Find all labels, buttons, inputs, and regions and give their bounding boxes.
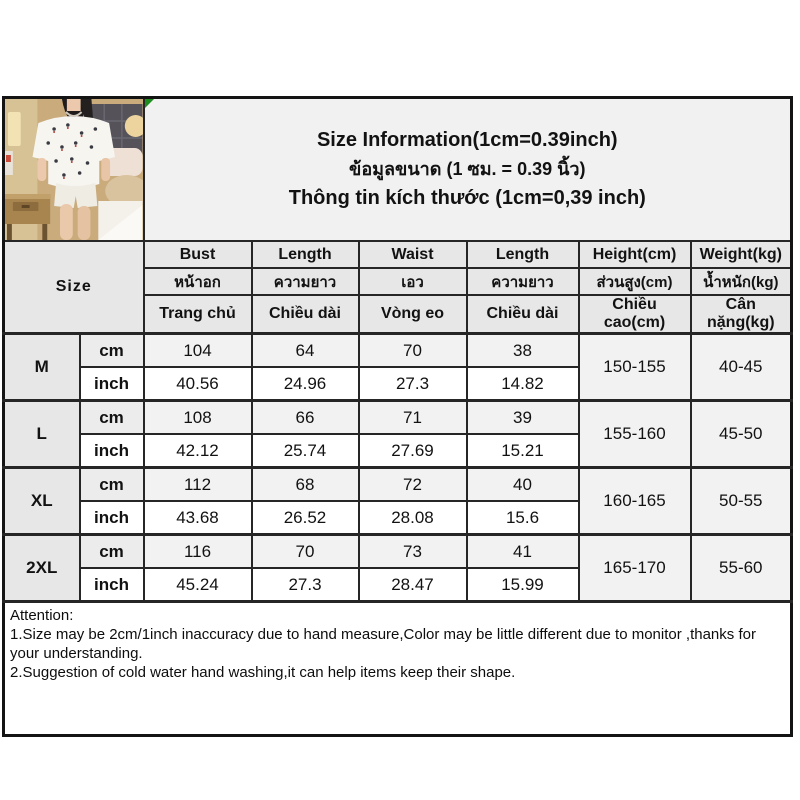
col-header-weight-en: Weight(kg) — [691, 241, 792, 268]
col-header-length-vi: Chiều dài — [252, 295, 359, 334]
col-header-length-th: ความยาว — [252, 268, 359, 295]
col-header-length2-en: Length — [467, 241, 579, 268]
2xl-bust-cm: 116 — [144, 535, 252, 569]
unit-cm-label: cm — [80, 535, 144, 569]
m-length-cm: 64 — [252, 334, 359, 368]
xl-length2-inch: 15.6 — [467, 501, 579, 535]
2xl-waist-inch: 28.47 — [359, 568, 467, 602]
2xl-length-inch: 27.3 — [252, 568, 359, 602]
2xl-waist-cm: 73 — [359, 535, 467, 569]
xl-height-range: 160-165 — [579, 468, 691, 535]
row-m-cm — [4, 334, 792, 368]
xl-length-inch: 26.52 — [252, 501, 359, 535]
size-label-l: L — [4, 401, 80, 468]
m-length-inch: 24.96 — [252, 367, 359, 401]
col-header-length2-vi: Chiều dài — [467, 295, 579, 334]
col-header-height-vi: Chiều cao(cm) — [579, 295, 691, 334]
title-vietnamese: Thông tin kích thước (1cm=0,39 inch) — [288, 187, 646, 209]
row-xl-cm — [4, 468, 792, 502]
l-height-range: 155-160 — [579, 401, 691, 468]
m-weight-range: 40-45 — [691, 334, 792, 401]
l-length2-cm: 39 — [467, 401, 579, 435]
2xl-weight-range: 55-60 — [691, 535, 792, 602]
xl-bust-inch: 43.68 — [144, 501, 252, 535]
l-length-cm: 66 — [252, 401, 359, 435]
xl-weight-range: 50-55 — [691, 468, 792, 535]
col-header-waist-en: Waist — [359, 241, 467, 268]
col-header-waist-vi: Vòng eo — [359, 295, 467, 334]
m-height-range: 150-155 — [579, 334, 691, 401]
m-waist-cm: 70 — [359, 334, 467, 368]
unit-inch-label: inch — [80, 367, 144, 401]
m-bust-inch: 40.56 — [144, 367, 252, 401]
col-header-weight-th: น้ำหนัก(kg) — [691, 268, 792, 295]
title-thai: ข้อมูลขนาด (1 ซม. = 0.39 นิ้ว) — [349, 159, 586, 179]
col-header-height-en: Height(cm) — [579, 241, 691, 268]
attention-note-2: 2.Suggestion of cold water hand washing,it can help items keep their shape. — [10, 664, 516, 681]
size-label-m: M — [4, 334, 80, 401]
size-table — [2, 96, 793, 737]
pajama-model-photo-illustration — [5, 99, 143, 240]
unit-cm-label: cm — [80, 401, 144, 435]
2xl-bust-inch: 45.24 — [144, 568, 252, 602]
m-bust-cm: 104 — [144, 334, 252, 368]
col-header-length2-th: ความยาว — [467, 268, 579, 295]
l-length2-inch: 15.21 — [467, 434, 579, 468]
col-header-length-en: Length — [252, 241, 359, 268]
unit-cm-label: cm — [80, 334, 144, 368]
excel-flag-triangle-icon — [145, 99, 154, 108]
col-header-bust-vi: Trang chủ — [144, 295, 252, 334]
unit-cm-label: cm — [80, 468, 144, 502]
attention-cell — [4, 602, 792, 736]
l-weight-range: 45-50 — [691, 401, 792, 468]
title-row — [4, 98, 792, 242]
xl-waist-cm: 72 — [359, 468, 467, 502]
xl-waist-inch: 28.08 — [359, 501, 467, 535]
2xl-length2-inch: 15.99 — [467, 568, 579, 602]
col-header-waist-th: เอว — [359, 268, 467, 295]
m-length2-cm: 38 — [467, 334, 579, 368]
2xl-length-cm: 70 — [252, 535, 359, 569]
col-header-height-th: ส่วนสูง(cm) — [579, 268, 691, 295]
xl-length2-cm: 40 — [467, 468, 579, 502]
attention-note-1: 1.Size may be 2cm/1inch inaccuracy due to hand measure,Color may be little different due to monitor ,thanks for your understanding. — [10, 626, 756, 662]
size-label-2xl: 2XL — [4, 535, 80, 602]
row-l-cm — [4, 401, 792, 435]
size-corner-label: Size — [4, 241, 144, 334]
product-photo — [4, 98, 144, 242]
l-length-inch: 25.74 — [252, 434, 359, 468]
2xl-length2-cm: 41 — [467, 535, 579, 569]
attention-heading: Attention: — [10, 607, 74, 624]
l-waist-cm: 71 — [359, 401, 467, 435]
size-information-title-cell — [144, 98, 792, 242]
l-waist-inch: 27.69 — [359, 434, 467, 468]
xl-bust-cm: 112 — [144, 468, 252, 502]
title-english: Size Information(1cm=0.39inch) — [316, 129, 618, 151]
2xl-height-range: 165-170 — [579, 535, 691, 602]
attention-row — [4, 602, 792, 736]
m-length2-inch: 14.82 — [467, 367, 579, 401]
unit-inch-label: inch — [80, 434, 144, 468]
xl-length-cm: 68 — [252, 468, 359, 502]
col-header-bust-th: หน้าอก — [144, 268, 252, 295]
l-bust-inch: 42.12 — [144, 434, 252, 468]
l-bust-cm: 108 — [144, 401, 252, 435]
unit-inch-label: inch — [80, 501, 144, 535]
unit-inch-label: inch — [80, 568, 144, 602]
col-header-bust-en: Bust — [144, 241, 252, 268]
row-2xl-cm — [4, 535, 792, 569]
size-label-xl: XL — [4, 468, 80, 535]
col-header-weight-vi: Cân nặng(kg) — [691, 295, 792, 334]
header-row-english — [4, 241, 792, 268]
m-waist-inch: 27.3 — [359, 367, 467, 401]
